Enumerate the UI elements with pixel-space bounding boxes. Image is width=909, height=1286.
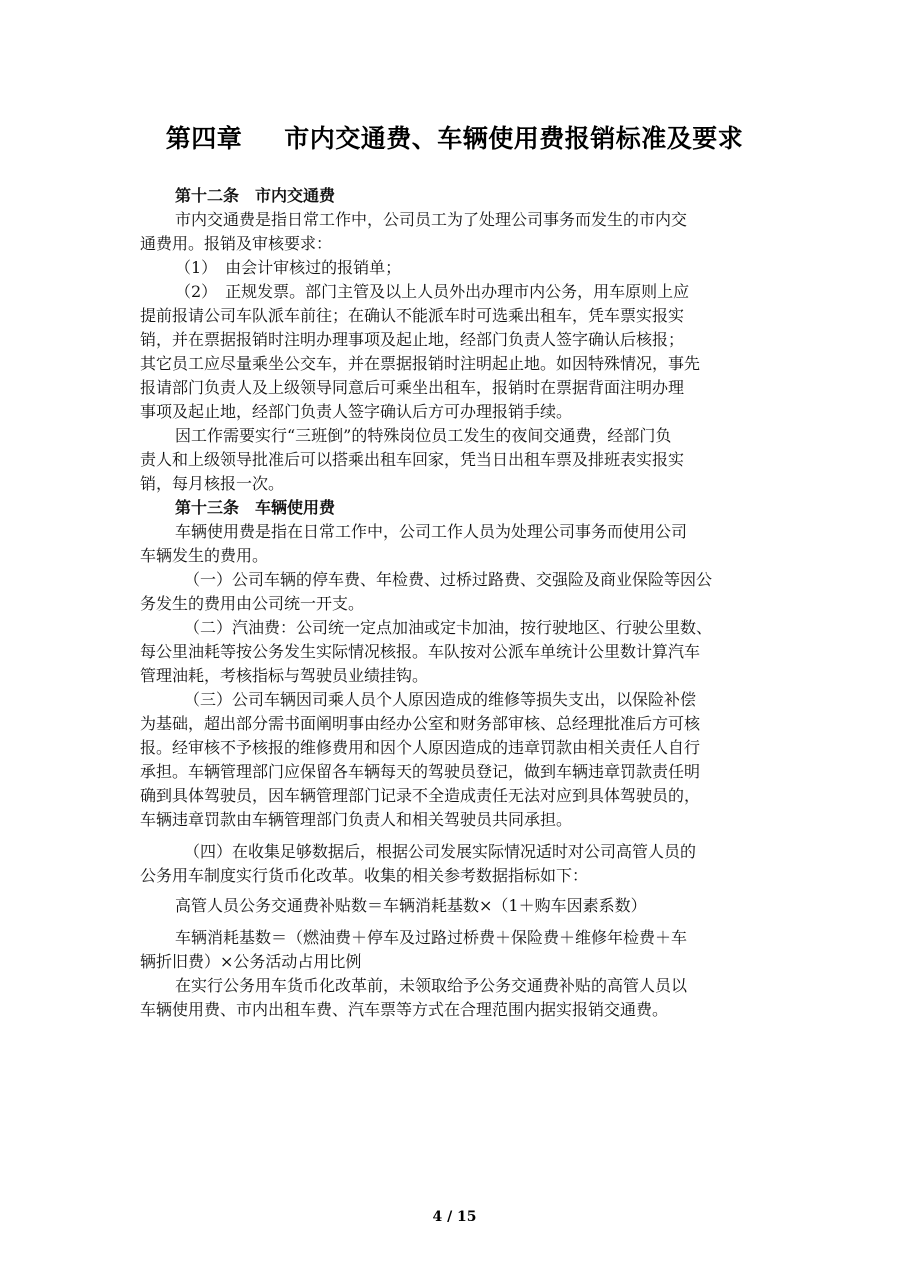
chapter-title (0, 119, 909, 155)
chapter-heading: 市内交通费、车辆使用费报销标准及要求 (284, 124, 744, 153)
list-item: （三）公司车辆因司乘人员个人原因造成的维修等损失支出，以保险补偿 (184, 690, 697, 709)
paragraph-line: 市内交通费是指日常工作中，公司员工为了处理公司事务而发生的市内交 (175, 210, 688, 229)
list-item: （四）在收集足够数据后，根据公司发展实际情况适时对公司高管人员的 (184, 842, 697, 861)
article-13-heading: 第十三条 车辆使用费 (175, 498, 336, 517)
paragraph-line: 车辆使用费是指在日常工作中，公司工作人员为处理公司事务而使用公司 (175, 522, 688, 541)
list-item: （二）汽油费：公司统一定点加油或定卡加油，按行驶地区、行驶公里数、 (184, 618, 713, 637)
list-item: （1） 由会计审核过的报销单； (175, 258, 402, 277)
paragraph-line: 事项及起止地，经部门负责人签字确认后方可办理报销手续。 (140, 402, 573, 421)
paragraph-line: 报请部门负责人及上级领导同意后可乘坐出租车，报销时在票据背面注明办理 (140, 378, 685, 397)
paragraph-line: 责人和上级领导批准后可以搭乘出租车回家，凭当日出租车票及排班表实报实 (140, 450, 685, 469)
paragraph-line: 因工作需要实行“三班倒”的特殊岗位员工发生的夜间交通费，经部门负 (175, 426, 672, 445)
chapter-number: 第四章 (165, 124, 243, 153)
paragraph-line: 车辆违章罚款由车辆管理部门负责人和相关驾驶员共同承担。 (140, 810, 573, 829)
paragraph-line: 每公里油耗等按公务发生实际情况核报。车队按对公派车单统计公里数计算汽车 (140, 642, 701, 661)
paragraph-line: 确到具体驾驶员，因车辆管理部门记录不全造成责任无法对应到具体驾驶员的， (140, 786, 701, 805)
paragraph-line: 其它员工应尽量乘坐公交车，并在票据报销时注明起止地。如因特殊情况，事先 (140, 354, 701, 373)
list-item: （一）公司车辆的停车费、年检费、过桥过路费、交强险及商业保险等因公 (184, 570, 713, 589)
paragraph-line: 管理油耗，考核指标与驾驶员业绩挂钩。 (140, 666, 429, 685)
paragraph-line: 车辆发生的费用。 (140, 546, 269, 565)
paragraph-line: 销，每月核报一次。 (140, 474, 285, 493)
article-12-heading: 第十二条 市内交通费 (175, 186, 336, 205)
page-number: 4 / 15 (432, 1209, 477, 1225)
paragraph-line: 公务用车制度实行货币化改革。收集的相关参考数据指标如下： (140, 866, 589, 885)
paragraph-line: 车辆使用费、市内出租车费、汽车票等方式在合理范围内据实报销交通费。 (140, 1000, 669, 1019)
paragraph-line: 承担。车辆管理部门应保留各车辆每天的驾驶员登记，做到车辆违章罚款责任明 (140, 762, 701, 781)
document-body (140, 184, 775, 1022)
paragraph-line: 销，并在票据报销时注明办理事项及起止地，经部门负责人签字确认后核报； (140, 330, 685, 349)
paragraph-line: 务发生的费用由公司统一开支。 (140, 594, 365, 613)
formula-line: 高管人员公务交通费补贴数＝车辆消耗基数×（1＋购车因素系数） (175, 896, 647, 915)
formula-line: 车辆消耗基数＝（燃油费＋停车及过路过桥费＋保险费＋维修年检费＋车 (175, 928, 688, 947)
formula-line: 辆折旧费）×公务活动占用比例 (140, 952, 362, 971)
paragraph-line: 提前报请公司车队派车前往；在确认不能派车时可选乘出租车，凭车票实报实 (140, 306, 685, 325)
paragraph-line: 通费用。报销及审核要求： (140, 234, 333, 253)
paragraph-line: 报。经审核不予核报的维修费用和因个人原因造成的违章罚款由相关责任人自行 (140, 738, 701, 757)
paragraph-line: 在实行公务用车货币化改革前，未领取给予公务交通费补贴的高管人员以 (175, 976, 688, 995)
paragraph-line: 为基础，超出部分需书面阐明事由经办公室和财务部审核、总经理批准后方可核 (140, 714, 701, 733)
list-item: （2） 正规发票。部门主管及以上人员外出办理市内公务，用车原则上应 (175, 282, 690, 301)
